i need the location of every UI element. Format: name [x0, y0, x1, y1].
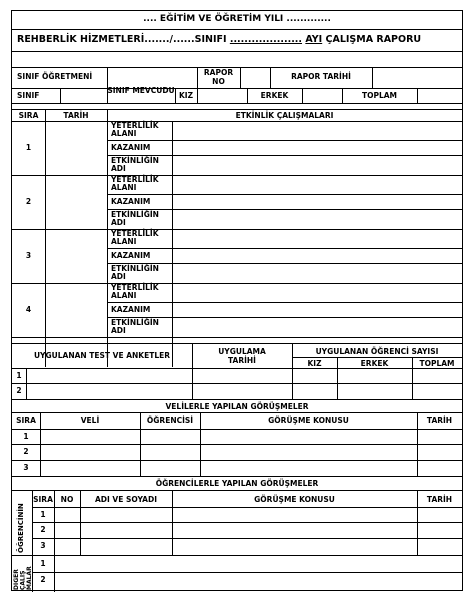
field-yeterlilik: YETERLİLİK ALANI [111, 175, 159, 192]
students-row-number: 3 [40, 541, 46, 550]
students-row-number: 1 [40, 510, 46, 519]
label-sinif-ogretmeni: SINIF ÖĞRETMENİ [17, 72, 93, 81]
tests-heading: UYGULANAN TEST VE ANKETLER [33, 351, 171, 360]
parents-heading: VELİLERLE YAPILAN GÖRÜŞMELER [165, 402, 309, 411]
parents-ogrencisi: ÖĞRENCİSİ [146, 416, 194, 425]
field-yeterlilik: YETERLİLİK ALANI [111, 229, 159, 246]
field-kazanim: KAZANIM [111, 251, 151, 260]
field-etkinlik-adi: ETKİNLİĞİN ADI [111, 264, 159, 281]
parents-row-number: 2 [23, 447, 29, 456]
report-form [11, 10, 463, 591]
activity-row-number: 1 [25, 143, 32, 152]
students-ad: ADI VE SOYADI [94, 495, 157, 504]
students-sira: SIRA [33, 495, 53, 504]
label-toplam: TOPLAM [361, 91, 398, 100]
label-erkek: ERKEK [260, 91, 289, 100]
field-kazanim: KAZANIM [111, 143, 151, 152]
activities-sira: SIRA [18, 111, 39, 120]
field-kazanim: KAZANIM [111, 197, 151, 206]
students-tarih: TARİH [426, 495, 453, 504]
students-side-label: ÖĞRENCİNİN [17, 503, 25, 553]
tests-date: UYGULAMA TARİHİ [218, 347, 266, 365]
label-kiz: KIZ [178, 91, 194, 100]
field-etkinlik-adi: ETKİNLİĞİN ADI [111, 156, 159, 173]
parents-konu: GÖRÜŞME KONUSU [268, 416, 349, 425]
tests-count: UYGULANAN ÖĞRENCİ SAYISI [315, 347, 439, 356]
tests-toplam: TOPLAM [419, 359, 455, 368]
field-yeterlilik: YETERLİLİK ALANI [111, 121, 159, 138]
field-kazanim: KAZANIM [111, 305, 151, 314]
students-row-number: 2 [40, 525, 46, 534]
tests-erkek: ERKEK [360, 359, 389, 368]
label-rapor-tarihi: RAPOR TARİHİ [291, 72, 351, 81]
students-no: NO [60, 495, 74, 504]
divider [12, 29, 462, 30]
label-sinif: SINIF [17, 91, 40, 100]
field-yeterlilik: YETERLİLİK ALANI [111, 283, 159, 300]
activity-row-number: 2 [25, 197, 32, 206]
students-heading: ÖĞRENCİLERLE YAPILAN GÖRÜŞMELER [155, 479, 319, 488]
parents-sira: SIRA [16, 416, 36, 425]
form-subtitle: REHBERLİK HİZMETLERİ......./......SINIFI .................... AYI ÇALIŞMA RAPORU [17, 34, 422, 45]
tests-kiz: KIZ [307, 359, 322, 368]
label-rapor-no: RAPOR NO [203, 68, 234, 86]
activities-tarih: TARİH [63, 111, 89, 120]
activity-row-number: 4 [25, 305, 32, 314]
students-konu: GÖRÜŞME KONUSU [254, 495, 335, 504]
form-title: .... EĞİTİM VE ÖĞRETİM YILI ............. [143, 14, 331, 24]
other-side-label: DİĞER ÇALIŞ MALAR [13, 566, 33, 590]
tests-row-number: 1 [16, 371, 22, 380]
field-etkinlik-adi: ETKİNLİĞİN ADI [111, 210, 159, 227]
activities-heading: ETKİNLİK ÇALIŞMALARI [235, 111, 334, 120]
field-etkinlik-adi: ETKİNLİĞİN ADI [111, 318, 159, 335]
label-sinif-mevcudu: SINIF MEVCUDU [107, 86, 175, 95]
activity-row-number: 3 [25, 251, 32, 260]
other-row-number: 1 [40, 559, 46, 568]
parents-row-number: 3 [23, 463, 29, 472]
tests-row-number: 2 [16, 386, 22, 395]
other-row-number: 2 [40, 575, 46, 584]
parents-tarih: TARİH [426, 416, 453, 425]
parents-veli: VELİ [80, 416, 100, 425]
parents-row-number: 1 [23, 432, 29, 441]
